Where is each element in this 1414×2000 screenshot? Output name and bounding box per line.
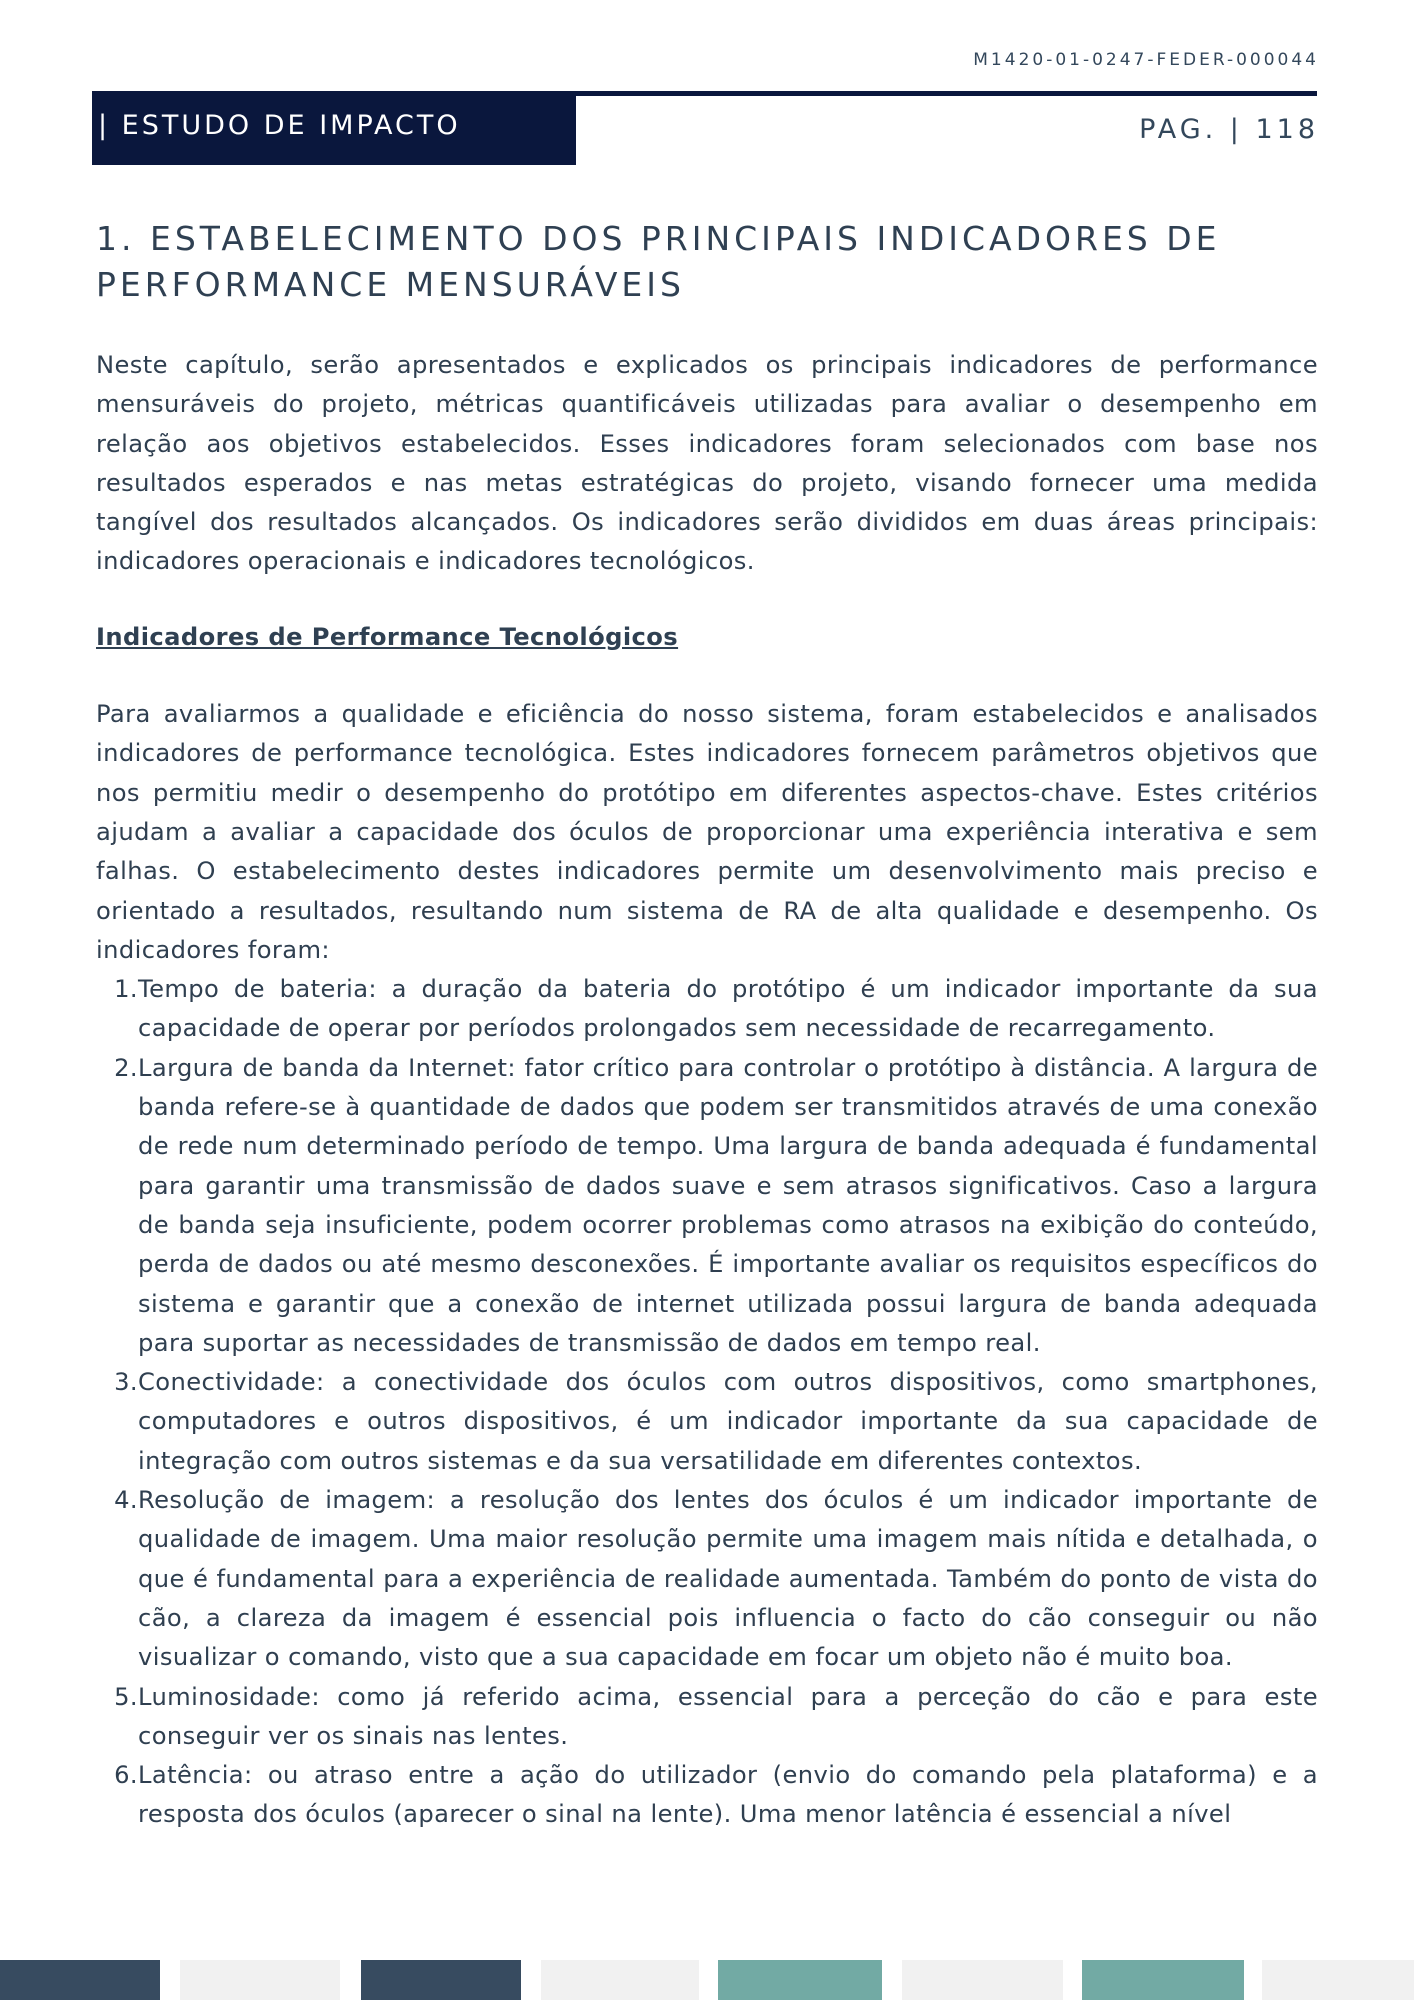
indicators-list (96, 970, 1318, 1835)
footer-bar (541, 1960, 699, 2000)
list-item-number: 6. (114, 1761, 138, 1790)
page-content (96, 216, 1318, 1835)
list-item (96, 1481, 1318, 1677)
footer-bar (0, 1960, 160, 2000)
list-item-number: 4. (114, 1486, 138, 1515)
list-item-text: Resolução de imagem: a resolução dos lentes dos óculos é um indicador importante de qualidade de imagem. Uma maior resolução permite uma imagem mais nítida e detalhada, o que é fundamental para a experiência de realidade aumentada. Também do ponto de vista do cão, a clareza da imagem é essencial pois influencia o facto do cão conseguir ou não visualizar o comando, visto que a sua capacidade em focar um objeto não é muito boa. (138, 1486, 1318, 1672)
list-item-text: Latência: ou atraso entre a ação do utilizador (envio do comando pela plataforma) e a resposta dos óculos (aparecer o sinal na lente). Uma menor latência é essencial a nível (138, 1761, 1318, 1829)
list-item-text: Luminosidade: como já referido acima, essencial para a perceção do cão e para este conseguir ver os sinais nas lentes. (138, 1682, 1318, 1750)
list-item-number: 3. (114, 1368, 138, 1397)
list-item-number: 2. (114, 1053, 138, 1082)
project-code: M1420-01-0247-FEDER-000044 (973, 50, 1319, 70)
footer-bar (1082, 1960, 1244, 2000)
list-item (96, 970, 1318, 1049)
list-item (96, 1678, 1318, 1757)
footer-bar (361, 1960, 521, 2000)
list-item (96, 1049, 1318, 1363)
list-item (96, 1363, 1318, 1481)
footer-decoration (0, 1960, 1414, 2000)
footer-bar (718, 1960, 882, 2000)
intro-paragraph: Neste capítulo, serão apresentados e explicados os principais indicadores de performance mensuráveis do projeto, métricas quantificáveis utilizadas para avaliar o desempenho em relação aos objetivos estabelecidos. Esses indicadores foram selecionados com base nos resultados esperados e nas metas estratégicas do projeto, visando fornecer uma medida tangível dos resultados alcançados. Os indicadores serão divididos em duas áreas principais: indicadores operacionais e indicadores tecnológicos. (96, 351, 1318, 576)
footer-bar (902, 1960, 1063, 2000)
list-item-number: 5. (114, 1682, 138, 1711)
section-label: | ESTUDO DE IMPACTO (98, 110, 461, 141)
list-item-text: Largura de banda da Internet: fator crítico para controlar o protótipo à distância. A largura de banda refere-se à quantidade de dados que podem ser transmitidos através de uma conexão de rede num determinado período de tempo. Uma largura de banda adequada é fundamental para garantir uma transmissão de dados suave e sem atrasos significativos. Caso a largura de banda seja insuficiente, podem ocorrer problemas como atrasos na exibição do conteúdo, perda de dados ou até mesmo desconexões. É importante avaliar os requisitos específicos do sistema e garantir que a conexão de internet utilizada possui largura de banda adequada para suportar as necessidades de transmissão de dados em tempo real. (138, 1053, 1318, 1357)
footer-bar (180, 1960, 340, 2000)
list-item (96, 1756, 1318, 1835)
body-paragraph: Para avaliarmos a qualidade e eficiência do nosso sistema, foram estabelecidos e analisados indicadores de performance tecnológica. Estes indicadores fornecem parâmetros objetivos que nos permitiu medir o desempenho do protótipo em diferentes aspectos-chave. Estes critérios ajudam a avaliar a capacidade dos óculos de proporcionar uma experiência interativa e sem falhas. O estabelecimento destes indicadores permite um desenvolvimento mais preciso e orientado a resultados, resultando num sistema de RA de alta qualidade e desempenho. Os indicadores foram: (96, 700, 1318, 964)
list-item-number: 1. (114, 975, 138, 1004)
footer-bar (1262, 1960, 1414, 2000)
page-number: PAG. | 118 (1139, 114, 1319, 145)
subheading: Indicadores de Performance Tecnológicos (96, 622, 679, 651)
list-item-text: Conectividade: a conectividade dos óculos com outros dispositivos, como smartphones, computadores e outros dispositivos, é um indicador importante da sua capacidade de integração com outros sistemas e da sua versatilidade em diferentes contextos. (138, 1368, 1318, 1475)
section-title: 1. ESTABELECIMENTO DOS PRINCIPAIS INDICADORES DE PERFORMANCE MENSURÁVEIS (96, 219, 1221, 304)
list-item-text: Tempo de bateria: a duração da bateria do protótipo é um indicador importante da sua capacidade de operar por períodos prolongados sem necessidade de recarregamento. (138, 975, 1318, 1043)
